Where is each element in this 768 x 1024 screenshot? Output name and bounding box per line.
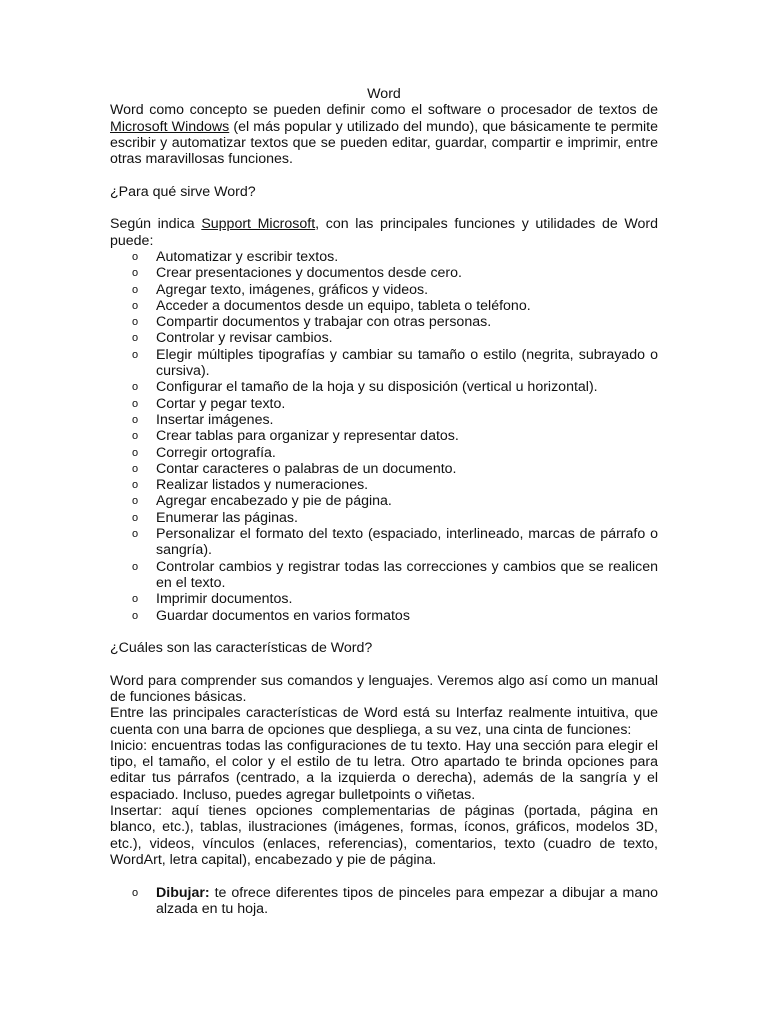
list-item [110, 510, 658, 526]
list-item-text: Controlar y revisar cambios. [156, 330, 333, 347]
list-item [110, 314, 658, 330]
list-item [110, 347, 658, 380]
list-item-text: Cortar y pegar texto. [156, 395, 286, 412]
bullet-marker: o [132, 397, 139, 410]
list-item [110, 608, 658, 624]
list-item [110, 461, 658, 477]
bullet-marker: o [132, 886, 139, 899]
intro-text-after: (el más popular y utilizado del mundo), que básicamente te permite escribir y automatizar textos que se pueden editar, guardar, compartir e imprimir, entre otras maravillosas funciones. [110, 118, 659, 168]
bullet-marker: o [132, 299, 139, 312]
list-item-text: Realizar listados y numeraciones. [156, 477, 369, 494]
bullet-marker: o [132, 283, 139, 296]
intro-text-before: Word como concepto se pueden definir como el software o procesador de textos de [110, 102, 658, 119]
list-item-text: Agregar encabezado y pie de página. [156, 493, 392, 510]
bullet-marker: o [132, 593, 139, 606]
dibujar-label: Dibujar: [156, 884, 210, 901]
bullet-marker: o [132, 250, 139, 263]
bullet-marker: o [132, 332, 139, 345]
list-item [110, 445, 658, 461]
support-paragraph [110, 216, 658, 249]
blank-line [110, 167, 658, 183]
list-item-text: Compartir documentos y trabajar con otras personas. [156, 314, 492, 331]
bullet-marker: o [132, 511, 139, 524]
functions-list [110, 249, 658, 624]
bullet-marker: o [132, 495, 139, 508]
list-item-text: Personalizar el formato del texto (espaciado, interlineado, marcas de párrafo o sangría). [156, 526, 658, 559]
list-item [110, 249, 658, 265]
bullet-marker: o [132, 381, 139, 394]
blank-line [110, 624, 658, 640]
blank-line [110, 656, 658, 672]
bullet-marker: o [132, 560, 139, 573]
list-item-text: Elegir múltiples tipografías y cambiar su tamaño o estilo (negrita, subrayado o cursiva). [156, 346, 658, 380]
bullet-marker: o [132, 430, 139, 443]
insertar-paragraph: Insertar: aquí tienes opciones complementarias de páginas (portada, página en blanco, etc.), tablas, ilustraciones (imágenes, formas, íconos, gráficos, modelos 3D, etc.), videos, vínculos (enlaces, referencias), comentarios, texto (cuadro de texto, WordArt, letra capital), encabezado y pie de página. [110, 803, 658, 868]
list-item [110, 396, 658, 412]
list-item-text: Automatizar y escribir textos. [156, 248, 339, 265]
list-item-text: Contar caracteres o palabras de un documento. [156, 460, 457, 477]
bullet-marker: o [132, 446, 139, 459]
list-item [110, 477, 658, 493]
manual-paragraph: Word para comprender sus comandos y lenguajes. Veremos algo así como un manual de funciones básicas. [110, 672, 658, 705]
document-title: Word [367, 86, 401, 102]
list-item-text: Agregar texto, imágenes, gráficos y videos. [156, 281, 429, 298]
list-item-text: Imprimir documentos. [156, 591, 293, 608]
list-item [110, 379, 658, 395]
dibujar-description: te ofrece diferentes tipos de pinceles para empezar a dibujar a mano alzada en tu hoja. [156, 884, 658, 917]
list-item-text: Controlar cambios y registrar todas las correcciones y cambios que se realicen en el texto. [156, 558, 658, 591]
bullet-marker: o [132, 479, 139, 492]
blank-line [110, 200, 658, 216]
question-heading-uses: ¿Para qué sirve Word? [110, 183, 256, 200]
list-item-text: Configurar el tamaño de la hoja y su disposición (vertical u horizontal). [156, 379, 598, 396]
list-item [110, 526, 658, 559]
list-item-text: Crear tablas para organizar y representar datos. [156, 428, 459, 445]
question-heading-features: ¿Cuáles son las características de Word? [110, 640, 373, 657]
bullet-marker: o [132, 267, 139, 280]
bullet-marker: o [132, 528, 139, 541]
bullet-marker: o [132, 462, 139, 475]
list-item-text: Enumerar las páginas. [156, 509, 298, 526]
bullet-marker: o [132, 316, 139, 329]
support-text-before: Según indica [110, 216, 202, 233]
document-body [110, 86, 658, 917]
microsoft-windows-link[interactable]: Microsoft Windows [110, 118, 230, 135]
list-item [110, 559, 658, 592]
list-item-text: Acceder a documentos desde un equipo, tableta o teléfono. [156, 297, 531, 314]
interface-paragraph: Entre las principales características de Word está su Interfaz realmente intuitiva, que cuenta con una barra de opciones que despliega, a su vez, una cinta de funciones: [110, 705, 658, 738]
list-item [110, 282, 658, 298]
list-item-text: Crear presentaciones y documentos desde cero. [156, 265, 462, 282]
list-item-text: Guardar documentos en varios formatos [156, 607, 410, 624]
list-item [110, 298, 658, 314]
list-item [110, 412, 658, 428]
bullet-marker: o [132, 348, 139, 361]
list-item [110, 265, 658, 281]
list-item [110, 428, 658, 444]
bullet-marker: o [132, 413, 139, 426]
intro-paragraph [110, 102, 658, 167]
inicio-paragraph: Inicio: encuentras todas las configuraciones de tu texto. Hay una sección para elegir el tipo, el tamaño, el color y el estilo de tu letra. Otro apartado te brinda opciones para editar tus párrafos (centrado, a la izquierda o derecha), además de la sangría y el espaciado. Incluso, puedes agregar bulletpoints o viñetas. [110, 737, 658, 803]
support-microsoft-link[interactable]: Support Microsoft [201, 216, 316, 233]
dibujar-list-item [110, 885, 658, 918]
list-item-text: Insertar imágenes. [156, 411, 274, 428]
list-item [110, 493, 658, 509]
support-text-after: , con las principales funciones y utilidades de Word puede: [110, 216, 658, 249]
blank-line [110, 868, 658, 884]
list-item-text: Corregir ortografía. [156, 444, 276, 461]
list-item [110, 591, 658, 607]
list-item [110, 330, 658, 346]
bullet-marker: o [132, 609, 139, 622]
